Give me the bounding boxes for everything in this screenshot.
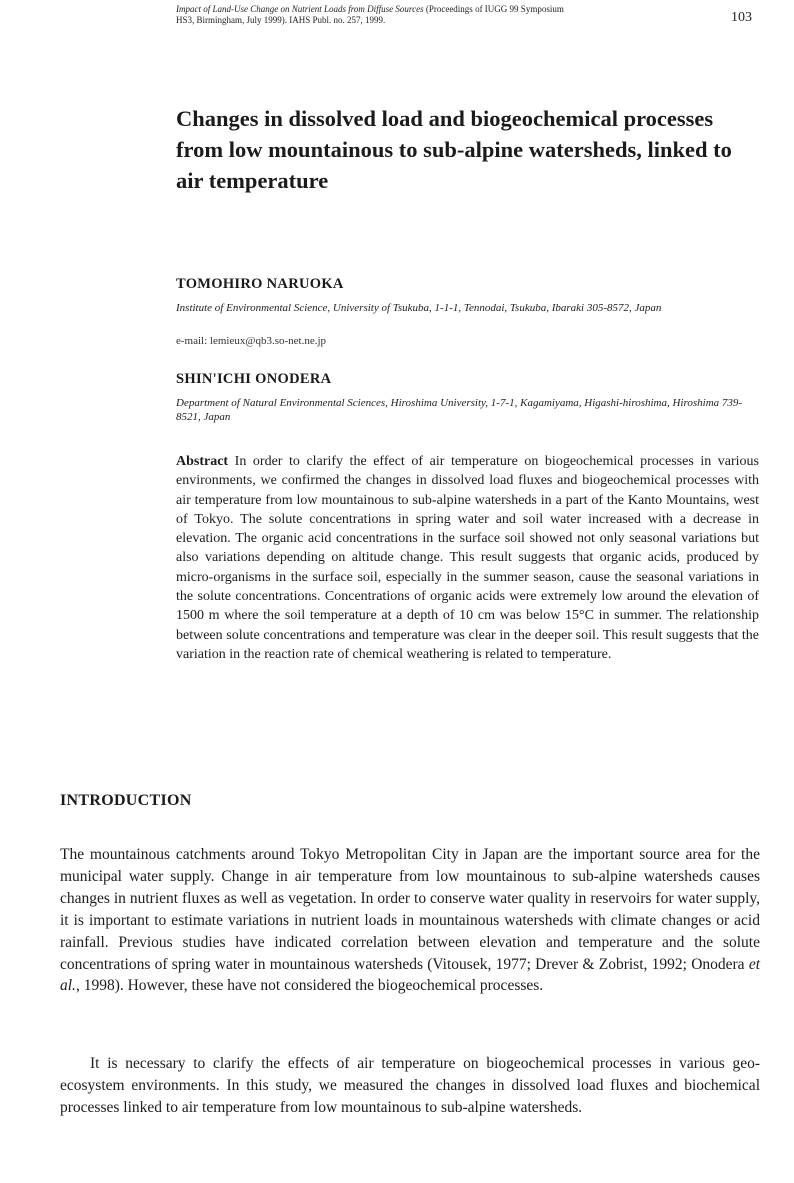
citation-source-title: Impact of Land-Use Change on Nutrient Loads from Diffuse Sources xyxy=(176,4,424,14)
abstract xyxy=(176,452,759,664)
citation-proceedings: (Proceedings of IUGG 99 Symposium xyxy=(423,4,564,14)
author-email-1: e-mail: lemieux@qb3.so-net.ne.jp xyxy=(176,335,327,347)
intro-paragraph-1-end: , 1998). However, these have not considered the biogeochemical processes. xyxy=(75,977,544,995)
paper-title: Changes in dissolved load and biogeochemical processes from low mountainous to sub-alpine watersheds, linked to air temperature xyxy=(176,106,732,193)
author-name-2: SHIN'ICHI ONODERA xyxy=(176,371,332,387)
citation-publication: HS3, Birmingham, July 1999). IAHS Publ. no. 257, 1999. xyxy=(176,15,386,25)
author-name-1: TOMOHIRO NARUOKA xyxy=(176,276,344,292)
abstract-text: In order to clarify the effect of air temperature on biogeochemical processes in various environments, we confirmed the changes in dissolved load fluxes and biogeochemical processes with air temperature from low mountainous to sub-alpine watersheds in a part of the Kanto Mountains, west of Tokyo. The solute concentrations in spring water and soil water increased with a decrease in elevation. The organic acid concentrations in the surface soil showed not only seasonal variations but also variations depending on altitude change. This result suggests that organic acids, produced by micro-organisms in the surface soil, especially in the summer season, cause the seasonal variations in the solute concentrations. Concentrations of organic acids were extremely low around the elevation of 1500 m where the soil temperature at a depth of 10 cm was below 15°C in summer. The relationship between solute concentrations and temperature was clear in the deeper soil. This result suggests that the variation in the reaction rate of chemical weathering is related to temperature. xyxy=(176,454,759,662)
intro-paragraph-2: It is necessary to clarify the effects of air temperature on biogeochemical processes in various geo-ecosystem environments. In this study, we measured the changes in dissolved load fluxes and biochemical processes linked to air temperature from low mountainous to sub-alpine watersheds. xyxy=(60,1055,760,1116)
author-affiliation-1: Institute of Environmental Science, University of Tsukuba, 1-1-1, Tennodai, Tsukuba, Ibaraki 305-8572, Japan xyxy=(176,302,662,314)
intro-paragraph-1 xyxy=(60,844,760,997)
abstract-label: Abstract xyxy=(176,454,229,469)
intro-paragraph-1-etal: et al. xyxy=(60,955,760,995)
section-heading-introduction: INTRODUCTION xyxy=(60,792,192,809)
header-citation xyxy=(176,4,696,26)
page-number: 103 xyxy=(731,10,752,25)
author-affiliation-2: Department of Natural Environmental Sciences, Hiroshima University, 1-7-1, Kagamiyama, Higashi-hiroshima, Hiroshima 739-8521, Japan xyxy=(176,397,743,423)
intro-paragraph-1-text: The mountainous catchments around Tokyo Metropolitan City in Japan are the important source area for the municipal water supply. Change in air temperature from low mountainous to sub-alpine watersheds causes changes in nutrient fluxes as well as vegetation. In order to conserve water quality in reservoirs for water supply, it is important to estimate variations in nutrient loads in mountainous watersheds with climate changes or acid rainfall. Previous studies have indicated correlation between elevation and temperature and the solute concentrations of spring water in mountainous watersheds (Vitousek, 1977; Drever & Zobrist, 1992; Onodera xyxy=(60,846,760,973)
